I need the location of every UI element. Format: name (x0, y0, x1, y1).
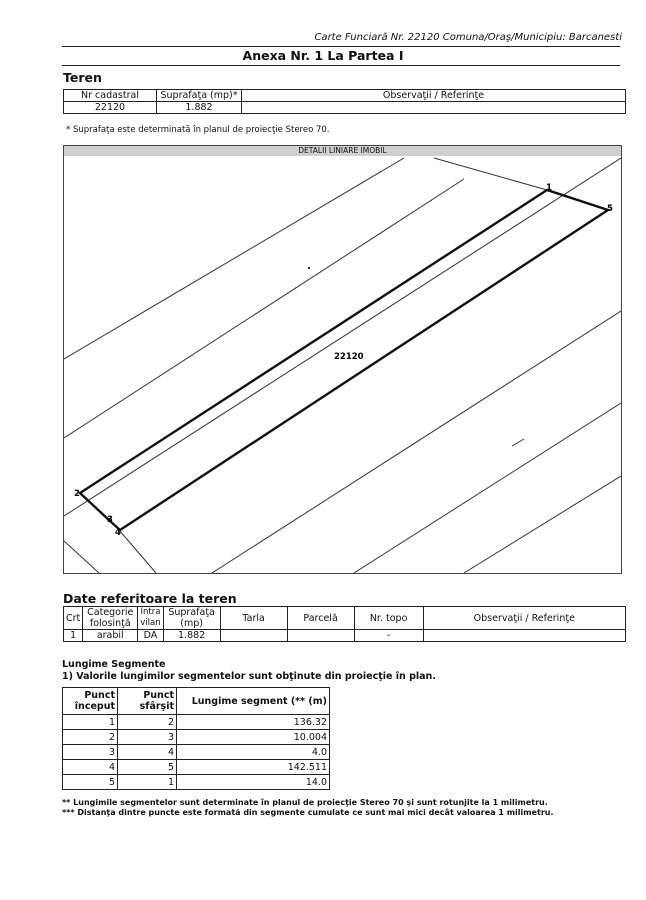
cell-observatii-teren (423, 630, 625, 642)
plan-drawing (64, 146, 621, 573)
annex-rule (62, 65, 620, 66)
header-observatii-teren: Observaţii / Referinţe (423, 607, 625, 630)
header-nr-topo: Nr. topo (354, 607, 423, 630)
point-label-4: 4 (115, 528, 121, 538)
segment-start: 1 (63, 715, 118, 730)
teren-table (63, 89, 626, 114)
header-observatii: Observaţii / Referinţe (242, 90, 626, 102)
segment-start: 5 (63, 775, 118, 790)
segment-end: 3 (118, 730, 177, 745)
header-tarla: Tarla (220, 607, 287, 630)
segment-end: 2 (118, 715, 177, 730)
header-suprafata-teren: Suprafaţa (mp) (163, 607, 220, 630)
segments-note-2: *** Distanţa dintre puncte este formată din segmente cumulate ce sunt mai mici decât valoarea 1 milimetru. (62, 808, 554, 817)
point-label-3: 3 (107, 515, 113, 525)
header-categorie: Categorie folosinţă (83, 607, 138, 630)
cell-categorie: arabil (83, 630, 138, 642)
segments-section-title: Lungime Segmente (62, 659, 166, 670)
teren-section-title: Teren (63, 70, 102, 85)
annex-title: Anexa Nr. 1 La Partea I (242, 48, 404, 63)
segment-end: 4 (118, 745, 177, 760)
segment-row (63, 760, 330, 775)
header-parcela: Parcelă (287, 607, 354, 630)
cell-nr-cadastral: 22120 (64, 102, 157, 114)
segment-row (63, 775, 330, 790)
teren-row (64, 102, 626, 114)
cell-observatii (242, 102, 626, 114)
segment-length: 14.0 (177, 775, 330, 790)
point-label-2: 2 (74, 489, 80, 499)
plan-dot (308, 267, 310, 269)
segment-start: 2 (63, 730, 118, 745)
cell-nr-topo: - (354, 630, 423, 642)
header-lungime-segment: Lungime segment (** (m) (177, 688, 330, 715)
cell-parcela (287, 630, 354, 642)
segment-length: 4.0 (177, 745, 330, 760)
segment-length: 136.32 (177, 715, 330, 730)
parcel-label: 22120 (334, 352, 364, 362)
header-intravilan: Intra vilan (138, 607, 163, 630)
cell-suprafata-teren: 1.882 (163, 630, 220, 642)
date-teren-section-title: Date referitoare la teren (63, 591, 237, 606)
segment-start: 3 (63, 745, 118, 760)
point-label-1: 1 (546, 183, 552, 193)
segment-end: 1 (118, 775, 177, 790)
cell-intravilan: DA (138, 630, 163, 642)
header-crt: Crt (64, 607, 83, 630)
header-rule (62, 46, 620, 47)
segment-end: 5 (118, 760, 177, 775)
segment-row (63, 715, 330, 730)
header-suprafata: Suprafaţa (mp)* (157, 90, 242, 102)
segments-header-row (63, 688, 330, 715)
teren-header-row (64, 90, 626, 102)
header-punct-sfarsit: Punct sfârşit (118, 688, 177, 715)
document-reference: Carte Funciară Nr. 22120 Comuna/Oraş/Municipiu: Barcanesti (314, 32, 622, 43)
plan-title: DETALII LINIARE IMOBIL (64, 146, 621, 156)
cell-suprafata: 1.882 (157, 102, 242, 114)
date-teren-table (63, 606, 626, 642)
segments-note-1: ** Lungimile segmentelor sunt determinate în planul de proiecţie Stereo 70 şi sunt rotunjite la 1 milimetru. (62, 798, 548, 807)
segment-row (63, 730, 330, 745)
point-label-5: 5 (607, 204, 613, 214)
parcel-plan (63, 145, 622, 574)
header-punct-inceput: Punct început (63, 688, 118, 715)
segment-length: 10.004 (177, 730, 330, 745)
segment-row (63, 745, 330, 760)
date-teren-row (64, 630, 626, 642)
segments-table (62, 687, 330, 790)
teren-note: * Suprafaţa este determinată în planul de proiecţie Stereo 70. (66, 125, 330, 135)
segments-subtitle: 1) Valorile lungimilor segmentelor sunt obţinute din proiecţie în plan. (62, 671, 436, 682)
header-nr-cadastral: Nr cadastral (64, 90, 157, 102)
cell-tarla (220, 630, 287, 642)
segment-start: 4 (63, 760, 118, 775)
segment-length: 142.511 (177, 760, 330, 775)
cell-crt: 1 (64, 630, 83, 642)
date-teren-header-row (64, 607, 626, 630)
